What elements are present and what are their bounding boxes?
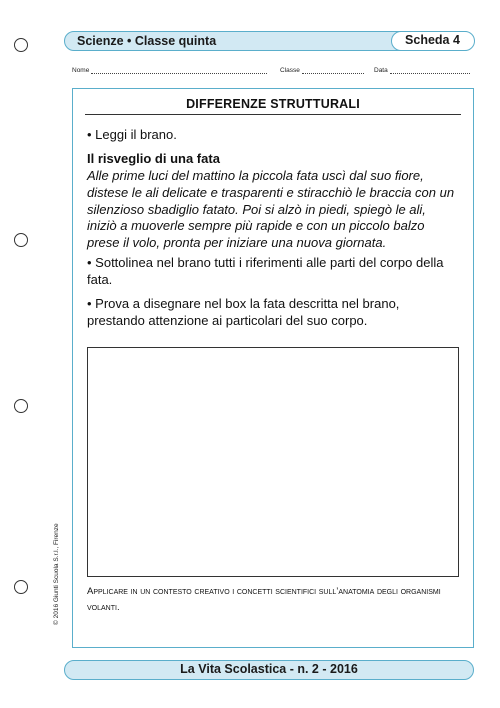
worksheet-box — [72, 88, 474, 648]
drawing-box[interactable] — [87, 347, 459, 577]
header-subject: Scienze • Classe quinta — [77, 34, 217, 48]
scheda-label: Scheda 4 — [391, 31, 475, 51]
worksheet-title: DIFFERENZE STRUTTURALI — [186, 97, 360, 111]
footer-bar: La Vita Scolastica - n. 2 - 2016 — [64, 660, 474, 680]
binder-hole-2 — [14, 233, 28, 247]
date-label: Data — [374, 67, 388, 74]
class-label: Classe — [280, 67, 300, 74]
header-bar — [64, 31, 474, 51]
student-fields — [72, 66, 472, 78]
story-text: Alle prime luci del mattino la piccola fata uscì dal suo fiore, distese le ali delicate e trasparenti e stiracchiò le braccia con un silenzioso sbadiglio fatato. Poi si alzò in piedi, spiegò le ali, iniziò a muoverle sempre più rapide e con un piccolo balzo prese il volo, pronta per iniziare una nuova giornata. — [87, 168, 455, 251]
binder-hole-4 — [14, 580, 28, 594]
binder-hole-1 — [14, 38, 28, 52]
name-line — [91, 66, 267, 74]
binder-hole-3 — [14, 399, 28, 413]
date-line — [390, 66, 470, 74]
title-underline — [85, 114, 461, 115]
class-line — [302, 66, 364, 74]
instruction-read: • Leggi il brano. — [87, 127, 177, 142]
copyright-notice: © 2016 Giunti Scuola S.r.l., Firenze — [53, 523, 60, 625]
story-title: Il risveglio di una fata — [87, 151, 220, 166]
instruction-underline: • Sottolinea nel brano tutti i riferimenti alle parti del corpo della fata. — [87, 255, 444, 287]
learning-objective: Applicare in un contesto creativo i concetti scientifici sull’anatomia degli organismi volanti. — [87, 586, 441, 613]
name-field[interactable] — [72, 66, 267, 74]
instruction-draw: • Prova a disegnare nel box la fata descritta nel brano, prestando attenzione ai particolari del suo corpo. — [87, 296, 400, 328]
date-field[interactable] — [374, 66, 470, 74]
name-label: Nome — [72, 67, 90, 74]
class-field[interactable] — [280, 66, 364, 74]
